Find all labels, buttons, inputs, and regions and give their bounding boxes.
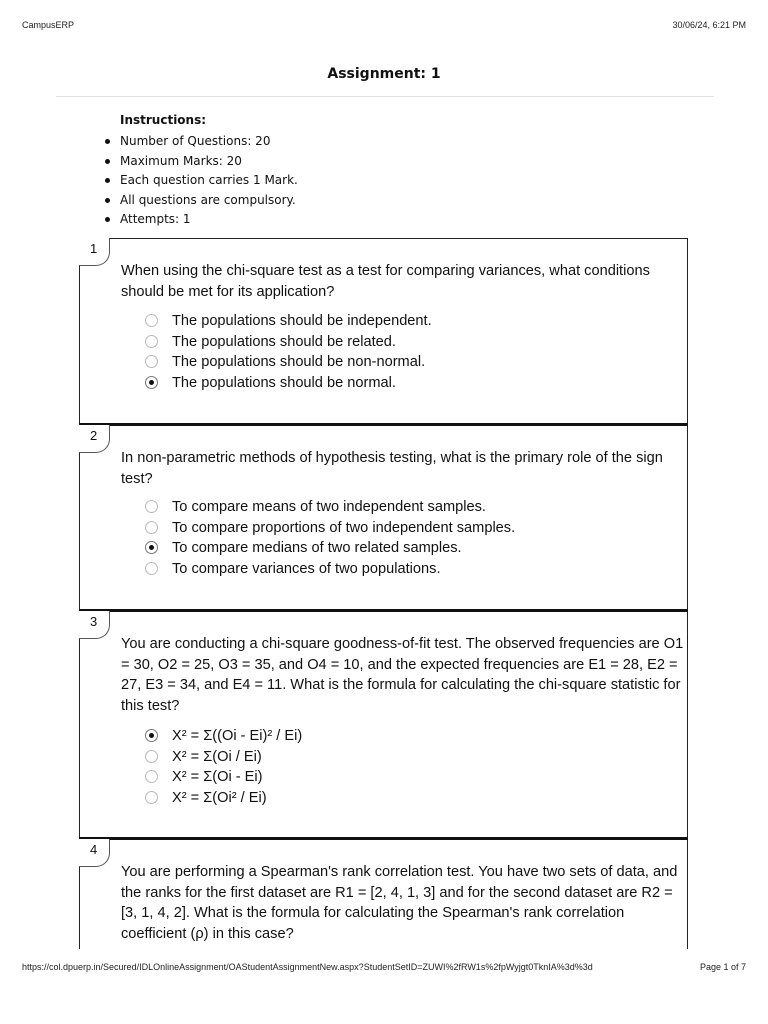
- answer-option-label: X² = Σ(Oi² / Ei): [172, 789, 267, 806]
- instruction-item: Each question carries 1 Mark.: [120, 171, 680, 191]
- question-text: When using the chi-square test as a test for comparing variances, what conditions should be met for its application?: [121, 263, 650, 300]
- answer-option[interactable]: [145, 497, 677, 518]
- answer-option[interactable]: [145, 538, 677, 559]
- question-card-4: [79, 837, 688, 949]
- answer-option[interactable]: [145, 518, 677, 539]
- question-card-2: [79, 423, 688, 611]
- instruction-item: Number of Questions: 20: [120, 132, 680, 152]
- answer-option-label: To compare variances of two populations.: [172, 560, 441, 577]
- instruction-item: Maximum Marks: 20: [120, 152, 680, 172]
- answer-option[interactable]: [145, 726, 677, 747]
- answer-options: [145, 497, 677, 579]
- radio-button[interactable]: [145, 500, 158, 513]
- instruction-item: All questions are compulsory.: [120, 191, 680, 211]
- answer-option-label: To compare means of two independent samples.: [172, 499, 486, 515]
- question-number-badge: 3: [79, 611, 110, 639]
- title-divider: [56, 96, 714, 97]
- answer-option[interactable]: [145, 747, 677, 768]
- answer-option-label: To compare medians of two related samples.: [172, 540, 462, 556]
- answer-options: [145, 311, 677, 393]
- question-text: In non-parametric methods of hypothesis testing, what is the primary role of the sign test?: [121, 450, 663, 487]
- answer-option[interactable]: [145, 373, 677, 394]
- radio-button[interactable]: [145, 355, 158, 368]
- print-header-site: CampusERP: [22, 20, 75, 30]
- answer-option-label: The populations should be independent.: [172, 313, 432, 329]
- answer-option[interactable]: [145, 352, 677, 373]
- radio-button[interactable]: [145, 770, 158, 783]
- print-footer: [22, 962, 746, 976]
- radio-button[interactable]: [145, 791, 158, 804]
- answer-option-label: X² = Σ(Oi / Ei): [172, 748, 262, 765]
- answer-options: [145, 726, 677, 808]
- print-header: [22, 20, 746, 34]
- instruction-item: Attempts: 1: [120, 210, 680, 230]
- print-footer-page-number: Page 1 of 7: [699, 962, 746, 972]
- print-header-datetime: 30/06/24, 6:21 PM: [672, 20, 746, 30]
- instructions-list: [120, 132, 680, 230]
- answer-option[interactable]: [145, 788, 677, 809]
- instructions-heading: Instructions:: [120, 113, 207, 127]
- answer-option[interactable]: [145, 559, 677, 580]
- radio-button[interactable]: [145, 521, 158, 534]
- answer-option-label: X² = Σ((Oi - Ei)² / Ei): [172, 728, 303, 744]
- radio-button[interactable]: [145, 750, 158, 763]
- radio-button-selected[interactable]: [145, 729, 158, 742]
- answer-option-label: X² = Σ(Oi - Ei): [172, 769, 263, 785]
- instructions-panel: [120, 112, 680, 230]
- question-text: You are conducting a chi-square goodness-of-fit test. The observed frequencies are O1 = 30, O2 = 25, O3 = 35, and O4 = 10, and the expected frequencies are E1 = 28, E2 = 27, E3 = 34, and E4 = 11. What is the formula for calculating the chi-square statistic for this test?: [121, 636, 684, 714]
- answer-option-label: To compare proportions of two independent samples.: [172, 519, 516, 536]
- answer-option[interactable]: [145, 332, 677, 353]
- page-title: Assignment: 1: [327, 66, 441, 82]
- question-number-badge: 2: [79, 425, 110, 453]
- radio-button[interactable]: [145, 335, 158, 348]
- radio-button[interactable]: [145, 562, 158, 575]
- radio-button-selected[interactable]: [145, 376, 158, 389]
- question-number-badge: 1: [79, 238, 110, 266]
- radio-button-selected[interactable]: [145, 541, 158, 554]
- answer-option-label: The populations should be non-normal.: [172, 354, 426, 370]
- question-card-3: [79, 609, 688, 839]
- question-text: You are performing a Spearman's rank correlation test. You have two sets of data, and the ranks for the first dataset are R1 = [2, 4, 1, 3] and for the second dataset are R2 = [3, 1, 4, 2]. What is the formula for calculating the Spearman's rank correlation coefficient (ρ) in this case?: [121, 864, 678, 942]
- radio-button[interactable]: [145, 314, 158, 327]
- print-footer-url[interactable]: https://col.dpuerp.in/Secured/IDLOnlineAssignment/OAStudentAssignmentNew.aspx?StudentSetID=ZUWI%2fRW1s%2fpWyjgt0TknIA%3d%3d: [22, 962, 593, 972]
- question-number-badge: 4: [79, 839, 110, 867]
- answer-option[interactable]: [145, 767, 677, 788]
- answer-option[interactable]: [145, 311, 677, 332]
- answer-option-label: The populations should be normal.: [172, 374, 396, 391]
- answer-option-label: The populations should be related.: [172, 333, 396, 350]
- question-card-1: [79, 238, 688, 424]
